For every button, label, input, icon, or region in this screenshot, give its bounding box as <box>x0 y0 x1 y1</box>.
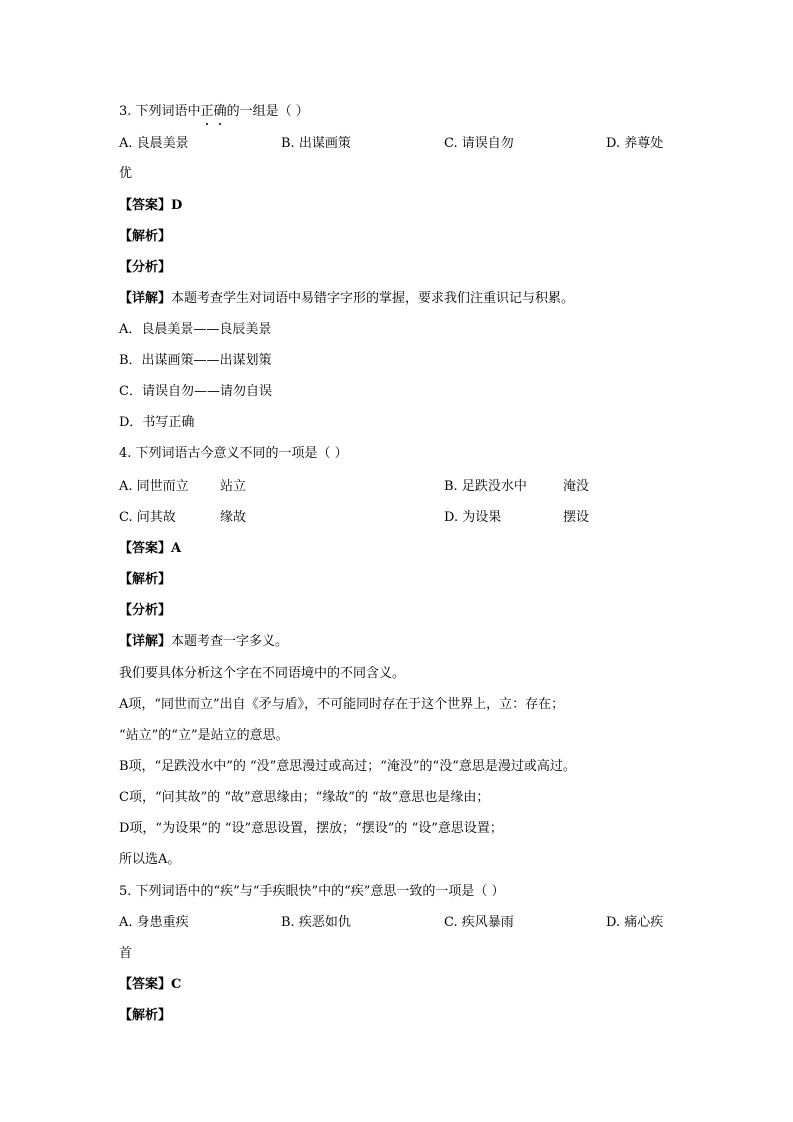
q3-analysis-b: B．出谋画策——出谋划策 <box>119 353 272 368</box>
q4-answer-text: 【答案】A <box>119 541 182 556</box>
q5-option-d: D. 痛心疾 <box>606 915 664 930</box>
q5-option-b: B. 疾恶如仇 <box>281 915 351 930</box>
q4-option-a-modern: 站立 <box>220 479 247 494</box>
q4-xiangjie-tag: 【详解】 <box>119 634 172 649</box>
q5-answer-text: 【答案】C <box>119 977 182 992</box>
q4-stem: 4. 下列词语古今意义不同的一项是（ ） <box>119 446 348 461</box>
q4-explanation-line: “站立”的“立”是站立的意思。 <box>119 728 289 743</box>
q4-xiangjie <box>119 634 288 650</box>
q4-option-a-label: A. 同世而立 <box>119 479 189 494</box>
q3-fenxi-heading: 【分析】 <box>119 260 172 275</box>
q3-answer-text: 【答案】D <box>119 198 183 213</box>
q3-xiangjie-text: 本题考查学生对词语中易错字字形的掌握，要求我们注重识记与积累。 <box>171 291 575 306</box>
q3-analysis-d: D．书写正确 <box>119 415 195 430</box>
q3-stem-emphasis-2: 确 <box>213 104 227 119</box>
q3-option-b: B. 出谋画策 <box>281 136 351 151</box>
q3-jiexi-heading: 【解析】 <box>119 229 172 244</box>
q5-jiexi-heading: 【解析】 <box>119 1008 172 1023</box>
q4-explanation-line: 我们要具体分析这个字在不同语境中的不同含义。 <box>119 666 406 681</box>
q4-option-d-label: D. 为设果 <box>444 510 502 525</box>
q3-analysis-a: A．良晨美景——良辰美景 <box>119 322 272 337</box>
q3-option-d-wrap: 优 <box>119 166 133 181</box>
q3-option-a: A. 良晨美景 <box>119 136 189 151</box>
q5-stem: 5. 下列词语中的“疾”与“手疾眼快”中的“疾”意思一致的一项是（ ） <box>119 884 505 899</box>
q3-option-d: D. 养尊处 <box>606 136 664 151</box>
q4-explanation-line: D项，“为设果”的 “设”意思设置，摆放；“摆设”的 “设”意思设置； <box>119 821 503 836</box>
q4-option-c-modern: 缘故 <box>220 510 247 525</box>
q4-explanation-line: 所以选A。 <box>119 852 181 867</box>
q3-analysis-c: C．请误自勿——请勿自误 <box>119 384 272 399</box>
q5-option-c: C. 疾风暴雨 <box>444 915 514 930</box>
q3-stem-emphasis-1: 正 <box>200 104 214 119</box>
q4-explanation-line: C项，“问其故”的 “故”意思缘由；“缘故”的 “故”意思也是缘由； <box>119 790 490 805</box>
q4-jiexi-heading: 【解析】 <box>119 572 172 587</box>
q3-answer <box>119 198 182 214</box>
q3-option-c: C. 请误自勿 <box>444 136 514 151</box>
q5-option-a: A. 身患重疾 <box>119 915 189 930</box>
q3-stem <box>119 104 309 120</box>
q3-stem-pre: 3. 下列词语中 <box>119 104 201 119</box>
q4-explanation-line: B项，“足跌没水中”的 “没”意思漫过或高过；“淹没”的“没”意思是漫过或高过。 <box>119 759 576 774</box>
q3-xiangjie-tag: 【详解】 <box>119 291 172 306</box>
q4-option-b-modern: 淹没 <box>563 479 590 494</box>
q3-xiangjie <box>119 291 574 307</box>
q4-xiangjie-text: 本题考查一字多义。 <box>171 634 289 649</box>
q4-explanation-line: A项，“同世而立”出自《矛与盾》，不可能同时存在于这个世界上，立：存在； <box>119 697 565 712</box>
q5-option-d-wrap: 首 <box>119 946 133 961</box>
q5-answer <box>119 977 181 993</box>
q3-stem-post: 的一组是（ ） <box>226 104 309 119</box>
q4-option-d-modern: 摆设 <box>563 510 590 525</box>
q4-option-b-label: B. 足跌没水中 <box>444 479 527 494</box>
q4-option-c-label: C. 问其故 <box>119 510 176 525</box>
q4-fenxi-heading: 【分析】 <box>119 603 172 618</box>
q4-answer <box>119 541 181 557</box>
